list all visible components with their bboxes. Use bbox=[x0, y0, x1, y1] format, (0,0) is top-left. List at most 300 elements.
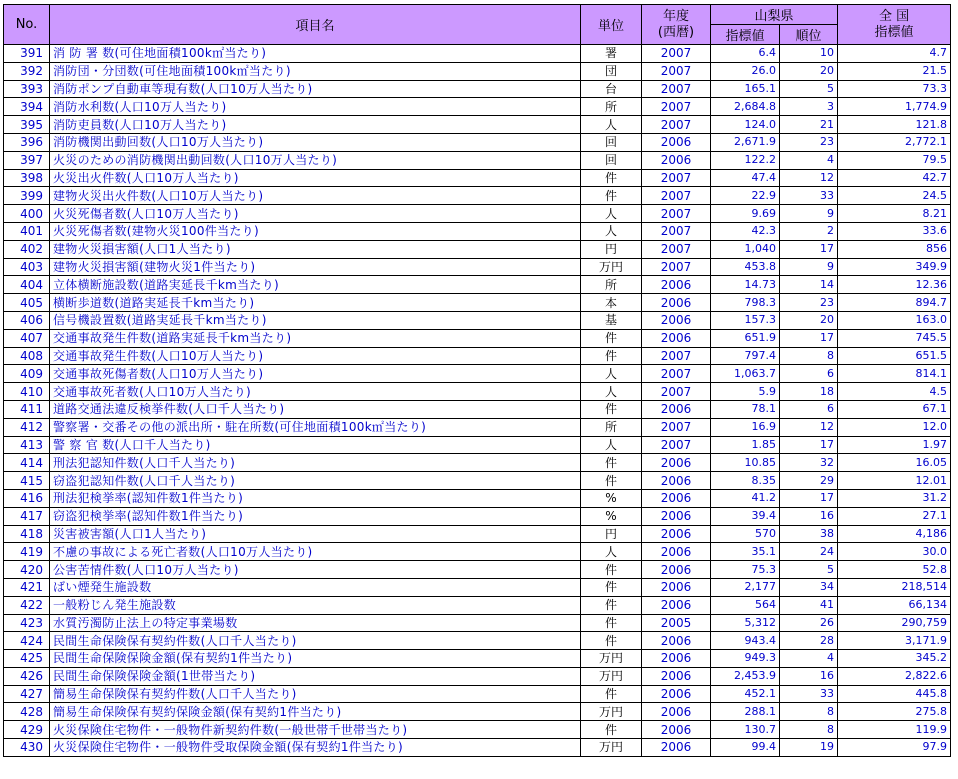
cell-row-number: 423 bbox=[4, 614, 50, 632]
cell-prefecture-rank: 21 bbox=[780, 116, 838, 134]
cell-prefecture-rank: 38 bbox=[780, 525, 838, 543]
cell-row-number: 415 bbox=[4, 472, 50, 490]
cell-year: 2007 bbox=[642, 62, 711, 80]
cell-prefecture-value: 949.3 bbox=[711, 650, 780, 668]
cell-national-value: 12.01 bbox=[838, 472, 951, 490]
cell-national-value: 97.9 bbox=[838, 739, 951, 757]
cell-prefecture-value: 10.85 bbox=[711, 454, 780, 472]
cell-national-value: 163.0 bbox=[838, 311, 951, 329]
cell-national-value: 4,186 bbox=[838, 525, 951, 543]
cell-prefecture-rank: 17 bbox=[780, 436, 838, 454]
cell-prefecture-value: 5,312 bbox=[711, 614, 780, 632]
cell-row-number: 412 bbox=[4, 418, 50, 436]
cell-item-name: 警察署・交番その他の派出所・駐在所数(可住地面積100k㎡当たり) bbox=[50, 418, 581, 436]
cell-prefecture-rank: 4 bbox=[780, 650, 838, 668]
cell-prefecture-rank: 3 bbox=[780, 98, 838, 116]
table-row bbox=[4, 365, 951, 383]
cell-prefecture-rank: 10 bbox=[780, 45, 838, 63]
cell-row-number: 392 bbox=[4, 62, 50, 80]
cell-row-number: 422 bbox=[4, 596, 50, 614]
cell-item-name: 建物火災出火件数(人口10万人当たり) bbox=[50, 187, 581, 205]
cell-row-number: 425 bbox=[4, 650, 50, 668]
cell-item-name: 警 察 官 数(人口千人当たり) bbox=[50, 436, 581, 454]
cell-year: 2007 bbox=[642, 80, 711, 98]
header-year bbox=[642, 5, 711, 45]
cell-item-name: 火災出火件数(人口10万人当たり) bbox=[50, 169, 581, 187]
cell-national-value: 8.21 bbox=[838, 205, 951, 223]
table-row bbox=[4, 667, 951, 685]
cell-unit: 人 bbox=[581, 205, 642, 223]
cell-year: 2005 bbox=[642, 614, 711, 632]
cell-row-number: 400 bbox=[4, 205, 50, 223]
cell-prefecture-value: 39.4 bbox=[711, 507, 780, 525]
cell-unit: 本 bbox=[581, 294, 642, 312]
cell-row-number: 410 bbox=[4, 383, 50, 401]
cell-prefecture-value: 75.3 bbox=[711, 561, 780, 579]
cell-prefecture-value: 99.4 bbox=[711, 739, 780, 757]
cell-prefecture-rank: 5 bbox=[780, 561, 838, 579]
cell-item-name: 水質汚濁防止法上の特定事業場数 bbox=[50, 614, 581, 632]
cell-prefecture-value: 1.85 bbox=[711, 436, 780, 454]
cell-row-number: 401 bbox=[4, 222, 50, 240]
header-year-line1: 年度 bbox=[662, 8, 689, 24]
table-row bbox=[4, 543, 951, 561]
cell-prefecture-rank: 5 bbox=[780, 80, 838, 98]
cell-item-name: ばい煙発生施設数 bbox=[50, 578, 581, 596]
table-row bbox=[4, 472, 951, 490]
cell-prefecture-value: 8.35 bbox=[711, 472, 780, 490]
cell-unit: 万円 bbox=[581, 667, 642, 685]
cell-unit: 人 bbox=[581, 383, 642, 401]
table-row bbox=[4, 596, 951, 614]
cell-item-name: 公害苦情件数(人口10万人当たり) bbox=[50, 561, 581, 579]
cell-year: 2006 bbox=[642, 543, 711, 561]
header-unit: 単位 bbox=[581, 5, 642, 45]
cell-unit: 回 bbox=[581, 133, 642, 151]
cell-item-name: 簡易生命保険保有契約保険金額(保有契約1件当たり) bbox=[50, 703, 581, 721]
cell-prefecture-rank: 23 bbox=[780, 294, 838, 312]
cell-national-value: 814.1 bbox=[838, 365, 951, 383]
cell-prefecture-rank: 9 bbox=[780, 258, 838, 276]
cell-unit: 件 bbox=[581, 685, 642, 703]
table-row bbox=[4, 116, 951, 134]
cell-prefecture-rank: 2 bbox=[780, 222, 838, 240]
table-row bbox=[4, 187, 951, 205]
cell-item-name: 刑法犯認知件数(人口千人当たり) bbox=[50, 454, 581, 472]
cell-prefecture-rank: 17 bbox=[780, 329, 838, 347]
cell-prefecture-rank: 4 bbox=[780, 151, 838, 169]
table-row bbox=[4, 311, 951, 329]
cell-row-number: 419 bbox=[4, 543, 50, 561]
cell-row-number: 402 bbox=[4, 240, 50, 258]
table-row bbox=[4, 400, 951, 418]
table-row bbox=[4, 80, 951, 98]
cell-prefecture-rank: 23 bbox=[780, 133, 838, 151]
cell-row-number: 418 bbox=[4, 525, 50, 543]
cell-item-name: 建物火災損害額(建物火災1件当たり) bbox=[50, 258, 581, 276]
cell-item-name: 民間生命保険保有契約件数(人口千人当たり) bbox=[50, 632, 581, 650]
cell-prefecture-rank: 28 bbox=[780, 632, 838, 650]
cell-item-name: 火災死傷者数(建物火災100件当たり) bbox=[50, 222, 581, 240]
table-row bbox=[4, 578, 951, 596]
cell-unit: 件 bbox=[581, 329, 642, 347]
cell-item-name: 民間生命保険保険金額(保有契約1件当たり) bbox=[50, 650, 581, 668]
cell-prefecture-value: 798.3 bbox=[711, 294, 780, 312]
cell-row-number: 393 bbox=[4, 80, 50, 98]
cell-prefecture-value: 78.1 bbox=[711, 400, 780, 418]
cell-year: 2006 bbox=[642, 454, 711, 472]
cell-prefecture-rank: 9 bbox=[780, 205, 838, 223]
cell-row-number: 407 bbox=[4, 329, 50, 347]
cell-year: 2006 bbox=[642, 525, 711, 543]
cell-year: 2006 bbox=[642, 632, 711, 650]
cell-year: 2007 bbox=[642, 205, 711, 223]
cell-year: 2006 bbox=[642, 489, 711, 507]
cell-national-value: 2,822.6 bbox=[838, 667, 951, 685]
cell-prefecture-rank: 34 bbox=[780, 578, 838, 596]
cell-year: 2007 bbox=[642, 98, 711, 116]
cell-prefecture-rank: 33 bbox=[780, 685, 838, 703]
cell-prefecture-value: 42.3 bbox=[711, 222, 780, 240]
cell-prefecture-rank: 14 bbox=[780, 276, 838, 294]
cell-row-number: 399 bbox=[4, 187, 50, 205]
cell-national-value: 66,134 bbox=[838, 596, 951, 614]
cell-prefecture-value: 1,063.7 bbox=[711, 365, 780, 383]
cell-national-value: 651.5 bbox=[838, 347, 951, 365]
cell-unit: 所 bbox=[581, 418, 642, 436]
cell-prefecture-value: 651.9 bbox=[711, 329, 780, 347]
cell-row-number: 394 bbox=[4, 98, 50, 116]
table-row bbox=[4, 98, 951, 116]
cell-unit: 回 bbox=[581, 151, 642, 169]
cell-prefecture-value: 452.1 bbox=[711, 685, 780, 703]
cell-unit: 人 bbox=[581, 365, 642, 383]
cell-unit: 件 bbox=[581, 721, 642, 739]
cell-national-value: 1,774.9 bbox=[838, 98, 951, 116]
table-row bbox=[4, 561, 951, 579]
cell-prefecture-rank: 18 bbox=[780, 383, 838, 401]
cell-unit: 万円 bbox=[581, 703, 642, 721]
cell-row-number: 409 bbox=[4, 365, 50, 383]
cell-item-name: 不慮の事故による死亡者数(人口10万人当たり) bbox=[50, 543, 581, 561]
indicator-table bbox=[3, 4, 951, 757]
cell-row-number: 391 bbox=[4, 45, 50, 63]
cell-unit: 人 bbox=[581, 543, 642, 561]
cell-year: 2007 bbox=[642, 187, 711, 205]
cell-prefecture-rank: 26 bbox=[780, 614, 838, 632]
cell-national-value: 30.0 bbox=[838, 543, 951, 561]
cell-prefecture-rank: 17 bbox=[780, 489, 838, 507]
cell-national-value: 16.05 bbox=[838, 454, 951, 472]
header-national-line2: 指標値 bbox=[874, 24, 914, 40]
cell-year: 2007 bbox=[642, 169, 711, 187]
cell-year: 2006 bbox=[642, 596, 711, 614]
cell-national-value: 52.8 bbox=[838, 561, 951, 579]
cell-item-name: 消 防 署 数(可住地面積100k㎡当たり) bbox=[50, 45, 581, 63]
cell-prefecture-rank: 32 bbox=[780, 454, 838, 472]
cell-national-value: 445.8 bbox=[838, 685, 951, 703]
cell-prefecture-rank: 6 bbox=[780, 365, 838, 383]
cell-unit: 万円 bbox=[581, 739, 642, 757]
cell-year: 2006 bbox=[642, 578, 711, 596]
header-year-line2: (西暦) bbox=[657, 24, 695, 40]
cell-row-number: 424 bbox=[4, 632, 50, 650]
cell-year: 2006 bbox=[642, 721, 711, 739]
header-prefecture: 山梨県 bbox=[711, 5, 838, 25]
cell-row-number: 416 bbox=[4, 489, 50, 507]
table-row bbox=[4, 329, 951, 347]
cell-unit: 件 bbox=[581, 596, 642, 614]
cell-prefecture-value: 1,040 bbox=[711, 240, 780, 258]
cell-prefecture-value: 130.7 bbox=[711, 721, 780, 739]
cell-prefecture-value: 41.2 bbox=[711, 489, 780, 507]
cell-unit: 件 bbox=[581, 347, 642, 365]
cell-year: 2006 bbox=[642, 667, 711, 685]
cell-national-value: 745.5 bbox=[838, 329, 951, 347]
cell-item-name: 刑法犯検挙率(認知件数1件当たり) bbox=[50, 489, 581, 507]
cell-item-name: 民間生命保険保険金額(1世帯当たり) bbox=[50, 667, 581, 685]
cell-year: 2007 bbox=[642, 258, 711, 276]
cell-prefecture-rank: 8 bbox=[780, 721, 838, 739]
table-row bbox=[4, 489, 951, 507]
cell-national-value: 4.5 bbox=[838, 383, 951, 401]
table-row bbox=[4, 45, 951, 63]
table-row bbox=[4, 294, 951, 312]
cell-item-name: 災害被害額(人口1人当たり) bbox=[50, 525, 581, 543]
cell-unit: 件 bbox=[581, 454, 642, 472]
cell-year: 2006 bbox=[642, 650, 711, 668]
cell-unit: 万円 bbox=[581, 650, 642, 668]
cell-item-name: 交通事故発生件数(人口10万人当たり) bbox=[50, 347, 581, 365]
cell-national-value: 3,171.9 bbox=[838, 632, 951, 650]
table-row bbox=[4, 151, 951, 169]
cell-year: 2006 bbox=[642, 703, 711, 721]
cell-unit: 団 bbox=[581, 62, 642, 80]
cell-year: 2006 bbox=[642, 685, 711, 703]
cell-year: 2007 bbox=[642, 383, 711, 401]
cell-row-number: 417 bbox=[4, 507, 50, 525]
cell-row-number: 429 bbox=[4, 721, 50, 739]
cell-year: 2006 bbox=[642, 400, 711, 418]
cell-item-name: 簡易生命保険保有契約件数(人口千人当たり) bbox=[50, 685, 581, 703]
cell-unit: % bbox=[581, 507, 642, 525]
cell-prefecture-value: 943.4 bbox=[711, 632, 780, 650]
cell-national-value: 42.7 bbox=[838, 169, 951, 187]
cell-item-name: 火災保険住宅物件・一般物件受取保険金額(保有契約1件当たり) bbox=[50, 739, 581, 757]
cell-year: 2006 bbox=[642, 276, 711, 294]
cell-year: 2006 bbox=[642, 329, 711, 347]
cell-item-name: 消防ポンプ自動車等現有数(人口10万人当たり) bbox=[50, 80, 581, 98]
table-header bbox=[4, 5, 951, 45]
cell-prefecture-rank: 33 bbox=[780, 187, 838, 205]
cell-national-value: 27.1 bbox=[838, 507, 951, 525]
cell-item-name: 一般粉じん発生施設数 bbox=[50, 596, 581, 614]
cell-prefecture-value: 35.1 bbox=[711, 543, 780, 561]
cell-row-number: 398 bbox=[4, 169, 50, 187]
cell-unit: 署 bbox=[581, 45, 642, 63]
table-row bbox=[4, 205, 951, 223]
cell-row-number: 403 bbox=[4, 258, 50, 276]
cell-national-value: 33.6 bbox=[838, 222, 951, 240]
cell-year: 2006 bbox=[642, 507, 711, 525]
cell-prefecture-value: 2,684.8 bbox=[711, 98, 780, 116]
header-no: No. bbox=[4, 5, 50, 45]
table-row bbox=[4, 650, 951, 668]
cell-row-number: 426 bbox=[4, 667, 50, 685]
cell-item-name: 火災保険住宅物件・一般物件新契約件数(一般世帯千世帯当たり) bbox=[50, 721, 581, 739]
cell-item-name: 立体横断施設数(道路実延長千km当たり) bbox=[50, 276, 581, 294]
table-body bbox=[4, 45, 951, 757]
cell-national-value: 67.1 bbox=[838, 400, 951, 418]
cell-prefecture-value: 157.3 bbox=[711, 311, 780, 329]
cell-row-number: 421 bbox=[4, 578, 50, 596]
cell-item-name: 消防吏員数(人口10万人当たり) bbox=[50, 116, 581, 134]
header-national-line1: 全 国 bbox=[878, 8, 910, 24]
cell-prefecture-rank: 41 bbox=[780, 596, 838, 614]
cell-unit: 人 bbox=[581, 222, 642, 240]
cell-year: 2007 bbox=[642, 418, 711, 436]
cell-unit: 件 bbox=[581, 632, 642, 650]
table-row bbox=[4, 258, 951, 276]
cell-prefecture-rank: 24 bbox=[780, 543, 838, 561]
cell-row-number: 396 bbox=[4, 133, 50, 151]
cell-prefecture-value: 2,453.9 bbox=[711, 667, 780, 685]
cell-item-name: 信号機設置数(道路実延長千km当たり) bbox=[50, 311, 581, 329]
table-row bbox=[4, 454, 951, 472]
table-row bbox=[4, 347, 951, 365]
cell-unit: 基 bbox=[581, 311, 642, 329]
table-row bbox=[4, 614, 951, 632]
cell-item-name: 交通事故死者数(人口10万人当たり) bbox=[50, 383, 581, 401]
cell-row-number: 395 bbox=[4, 116, 50, 134]
cell-national-value: 349.9 bbox=[838, 258, 951, 276]
table-row bbox=[4, 133, 951, 151]
cell-national-value: 290,759 bbox=[838, 614, 951, 632]
cell-row-number: 420 bbox=[4, 561, 50, 579]
cell-national-value: 345.2 bbox=[838, 650, 951, 668]
cell-national-value: 121.8 bbox=[838, 116, 951, 134]
cell-prefecture-rank: 6 bbox=[780, 400, 838, 418]
table-row bbox=[4, 525, 951, 543]
cell-unit: 件 bbox=[581, 169, 642, 187]
table-row bbox=[4, 62, 951, 80]
cell-prefecture-value: 2,671.9 bbox=[711, 133, 780, 151]
header-prefecture-rank: 順位 bbox=[780, 25, 838, 45]
cell-row-number: 430 bbox=[4, 739, 50, 757]
cell-unit: 件 bbox=[581, 561, 642, 579]
cell-prefecture-value: 14.73 bbox=[711, 276, 780, 294]
cell-national-value: 12.0 bbox=[838, 418, 951, 436]
cell-prefecture-value: 5.9 bbox=[711, 383, 780, 401]
cell-national-value: 894.7 bbox=[838, 294, 951, 312]
cell-item-name: 建物火災損害額(人口1人当たり) bbox=[50, 240, 581, 258]
cell-prefecture-value: 288.1 bbox=[711, 703, 780, 721]
cell-row-number: 428 bbox=[4, 703, 50, 721]
cell-year: 2007 bbox=[642, 116, 711, 134]
cell-prefecture-value: 564 bbox=[711, 596, 780, 614]
cell-item-name: 消防機関出動回数(人口10万人当たり) bbox=[50, 133, 581, 151]
cell-row-number: 406 bbox=[4, 311, 50, 329]
cell-prefecture-value: 9.69 bbox=[711, 205, 780, 223]
cell-national-value: 275.8 bbox=[838, 703, 951, 721]
header-item-name: 項目名 bbox=[50, 5, 581, 45]
table-row bbox=[4, 507, 951, 525]
cell-row-number: 413 bbox=[4, 436, 50, 454]
cell-prefecture-value: 124.0 bbox=[711, 116, 780, 134]
table-row bbox=[4, 418, 951, 436]
cell-year: 2006 bbox=[642, 294, 711, 312]
cell-prefecture-rank: 12 bbox=[780, 169, 838, 187]
cell-row-number: 397 bbox=[4, 151, 50, 169]
cell-national-value: 856 bbox=[838, 240, 951, 258]
cell-national-value: 218,514 bbox=[838, 578, 951, 596]
cell-national-value: 73.3 bbox=[838, 80, 951, 98]
cell-year: 2007 bbox=[642, 347, 711, 365]
cell-item-name: 消防水利数(人口10万人当たり) bbox=[50, 98, 581, 116]
cell-row-number: 405 bbox=[4, 294, 50, 312]
table-row bbox=[4, 703, 951, 721]
cell-item-name: 窃盗犯検挙率(認知件数1件当たり) bbox=[50, 507, 581, 525]
cell-unit: % bbox=[581, 489, 642, 507]
cell-year: 2007 bbox=[642, 436, 711, 454]
cell-item-name: 火災死傷者数(人口10万人当たり) bbox=[50, 205, 581, 223]
cell-year: 2006 bbox=[642, 151, 711, 169]
cell-national-value: 1.97 bbox=[838, 436, 951, 454]
cell-item-name: 道路交通法違反検挙件数(人口千人当たり) bbox=[50, 400, 581, 418]
cell-year: 2007 bbox=[642, 222, 711, 240]
cell-year: 2007 bbox=[642, 365, 711, 383]
cell-prefecture-value: 26.0 bbox=[711, 62, 780, 80]
cell-unit: 件 bbox=[581, 400, 642, 418]
cell-item-name: 窃盗犯認知件数(人口千人当たり) bbox=[50, 472, 581, 490]
cell-prefecture-rank: 16 bbox=[780, 507, 838, 525]
cell-prefecture-rank: 8 bbox=[780, 347, 838, 365]
cell-prefecture-value: 122.2 bbox=[711, 151, 780, 169]
table-row bbox=[4, 685, 951, 703]
cell-row-number: 414 bbox=[4, 454, 50, 472]
cell-national-value: 21.5 bbox=[838, 62, 951, 80]
cell-unit: 件 bbox=[581, 187, 642, 205]
cell-unit: 件 bbox=[581, 472, 642, 490]
cell-unit: 件 bbox=[581, 578, 642, 596]
cell-prefecture-rank: 8 bbox=[780, 703, 838, 721]
table-row bbox=[4, 436, 951, 454]
cell-national-value: 31.2 bbox=[838, 489, 951, 507]
cell-prefecture-rank: 20 bbox=[780, 62, 838, 80]
cell-prefecture-value: 453.8 bbox=[711, 258, 780, 276]
cell-unit: 円 bbox=[581, 525, 642, 543]
cell-prefecture-value: 6.4 bbox=[711, 45, 780, 63]
cell-year: 2006 bbox=[642, 472, 711, 490]
table-row bbox=[4, 169, 951, 187]
cell-row-number: 411 bbox=[4, 400, 50, 418]
cell-national-value: 4.7 bbox=[838, 45, 951, 63]
cell-unit: 所 bbox=[581, 276, 642, 294]
cell-prefecture-value: 797.4 bbox=[711, 347, 780, 365]
cell-prefecture-value: 47.4 bbox=[711, 169, 780, 187]
cell-prefecture-rank: 12 bbox=[780, 418, 838, 436]
table-row bbox=[4, 721, 951, 739]
cell-item-name: 火災のための消防機関出動回数(人口10万人当たり) bbox=[50, 151, 581, 169]
header-national bbox=[838, 5, 951, 45]
cell-unit: 人 bbox=[581, 436, 642, 454]
table-row bbox=[4, 276, 951, 294]
cell-national-value: 24.5 bbox=[838, 187, 951, 205]
cell-prefecture-value: 2,177 bbox=[711, 578, 780, 596]
table-row bbox=[4, 383, 951, 401]
cell-row-number: 404 bbox=[4, 276, 50, 294]
cell-prefecture-rank: 16 bbox=[780, 667, 838, 685]
